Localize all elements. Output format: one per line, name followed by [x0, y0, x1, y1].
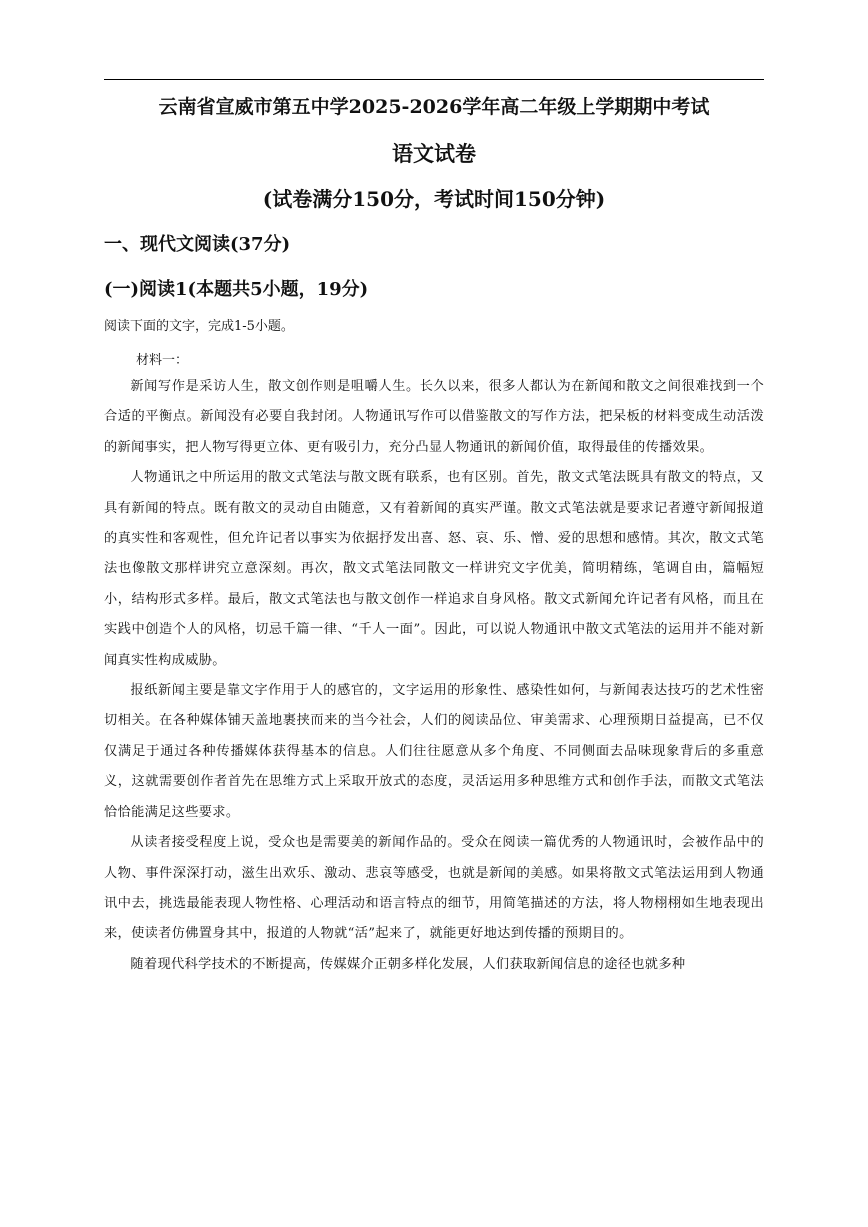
exam-info: (试卷满分150分，考试时间150分钟): [262, 187, 606, 211]
exam-title: 云南省宣威市第五中学2025-2026学年高二年级上学期期中考试: [158, 96, 710, 118]
section-heading: 一、现代文阅读(37分): [104, 234, 291, 255]
passage-paragraph: 报纸新闻主要是靠文字作用于人的感官的，文字运用的形象性、感染性如何，与新闻表达技巧的艺术性密切相关。在各种媒体铺天盖地裹挟而来的当今社会，人们的阅读品位、审美需求、心理预期日益提高，已不仅仅满足于通过各种传播媒体获得基本的信息。人们往往愿意从多个角度、不同侧面去品味现象背后的多重意义，这就需要创作者首先在思维方式上采取开放式的态度，灵活运用多种思维方式和创作手法，而散文式笔法恰恰能满足这些要求。: [104, 683, 764, 820]
passage-paragraph: 新闻写作是采访人生，散文创作则是咀嚼人生。长久以来，很多人都认为在新闻和散文之间很难找到一个合适的平衡点。新闻没有必要自我封闭。人物通讯写作可以借鉴散文的写作方法，把呆板的材料变成生动活泼的新闻事实，把人物写得更立体、更有吸引力，充分凸显人物通讯的新闻价值，取得最佳的传播效果。: [104, 379, 764, 455]
header-rule: [104, 79, 764, 80]
passage-paragraph: 随着现代科学技术的不断提高，传媒媒介正朝多样化发展，人们获取新闻信息的途径也就多种: [130, 956, 686, 972]
material-label: 材料一：: [136, 353, 189, 368]
passage-body: [104, 372, 764, 980]
reading-instruction: 阅读下面的文字，完成1-5小题。: [104, 319, 294, 334]
subsection-heading: (一)阅读1(本题共5小题，19分): [104, 279, 369, 300]
passage-paragraph: 人物通讯之中所运用的散文式笔法与散文既有联系，也有区别。首先，散文式笔法既具有散文的特点，又具有新闻的特点。既有散文的灵动自由随意，又有着新闻的真实严谨。散文式笔法就是要求记者遵守新闻报道的真实性和客观性，但允许记者以事实为依据抒发出喜、怒、哀、乐、憎、爱的思想和感情。其次，散文式笔法也像散文那样讲究立意深刻。再次，散文式笔法同散文一样讲究文字优美，简明精练，笔调自由，篇幅短小，结构形式多样。最后，散文式笔法也与散文创作一样追求自身风格。散文式新闻允许记者有风格，而且在实践中创造个人的风格，切忌千篇一律、“千人一面”。因此，可以说人物通讯中散文式笔法的运用并不能对新闻真实性构成威胁。: [104, 470, 764, 668]
passage-paragraph: 从读者接受程度上说，受众也是需要美的新闻作品的。受众在阅读一篇优秀的人物通讯时，会被作品中的人物、事件深深打动，滋生出欢乐、激动、悲哀等感受，也就是新闻的美感。如果将散文式笔法运用到人物通讯中去，挑选最能表现人物性格、心理活动和语言特点的细节，用简笔描述的方法，将人物栩栩如生地表现出来，使读者仿佛置身其中，报道的人物就“活”起来了，就能更好地达到传播的预期目的。: [104, 835, 764, 942]
subject-title: 语文试卷: [392, 141, 476, 166]
